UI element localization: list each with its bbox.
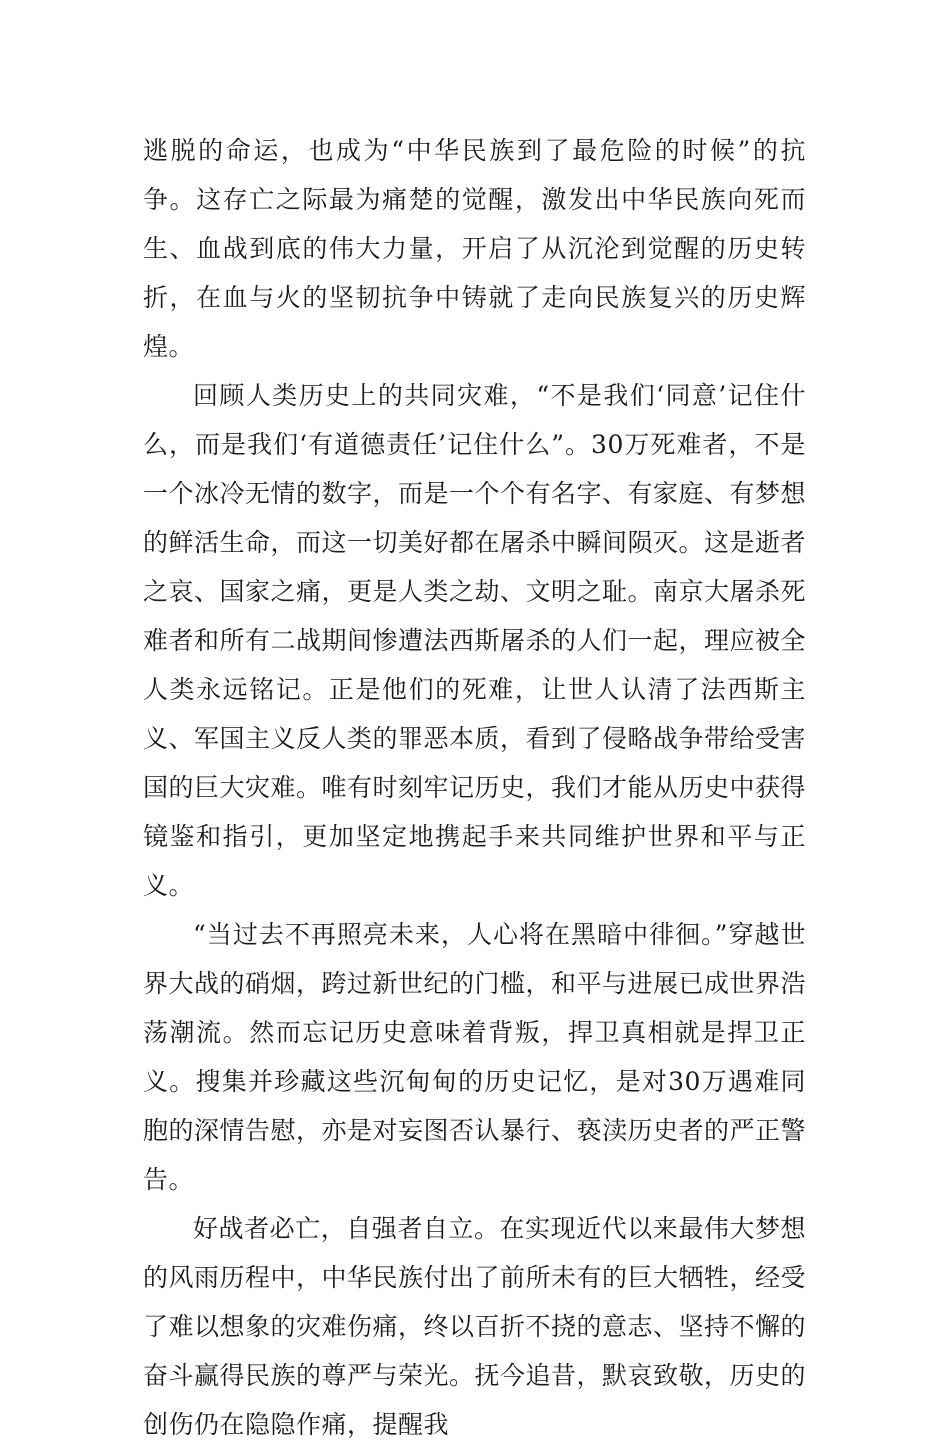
paragraph-past-future: “当过去不再照亮未来，人心将在黑暗中徘徊。”穿越世界大战的硝烟，跨过新世纪的门槛，和平与进展已成世界浩荡潮流。然而忘记历史意味着背叛，捍卫真相就是捍卫正义。搜集并珍藏这些沉甸甸的历史记忆，是对30万遇难同胞的深情告慰，亦是对妄图否认暴行、亵渎历史者的严正警告。 (143, 920, 807, 1194)
paragraph-shared-disaster: 回顾人类历史上的共同灾难，“不是我们‘同意’记住什么，而是我们‘有道德责任’记住什么”。30万死难者，不是一个冰冷无情的数字，而是一个个有名字、有家庭、有梦想的鲜活生命，而这一切美好都在屠杀中瞬间陨灭。这是逝者之哀、国家之痛，更是人类之劫、文明之耻。南京大屠杀死难者和所有二战期间惨遭法西斯屠杀的人们一起，理应被全人类永远铭记。正是他们的死难，让世人认清了法西斯主义、军国主义反人类的罪恶本质，看到了侵略战争带给受害国的巨大灾难。唯有时刻牢记历史，我们才能从历史中获得镜鉴和指引，更加坚定地携起手来共同维护世界和平与正义。 (143, 381, 807, 900)
body-text (143, 126, 806, 1449)
paragraph-self-reliance: 好战者必亡，自强者自立。在实现近代以来最伟大梦想的风雨历程中，中华民族付出了前所未有的巨大牺牲，经受了难以想象的灾难伤痛，终以百折不挠的意志、坚持不懈的奋斗赢得民族的尊严与荣光。抚今追昔，默哀致敬，历史的创伤仍在隐隐作痛，提醒我 (143, 1214, 807, 1439)
paragraph-continued: 逃脱的命运，也成为“中华民族到了最危险的时候”的抗争。这存亡之际最为痛楚的觉醒，激发出中华民族向死而生、血战到底的伟大力量，开启了从沉沦到觉醒的历史转折，在血与火的坚韧抗争中铸就了走向民族复兴的历史辉煌。 (143, 136, 806, 361)
